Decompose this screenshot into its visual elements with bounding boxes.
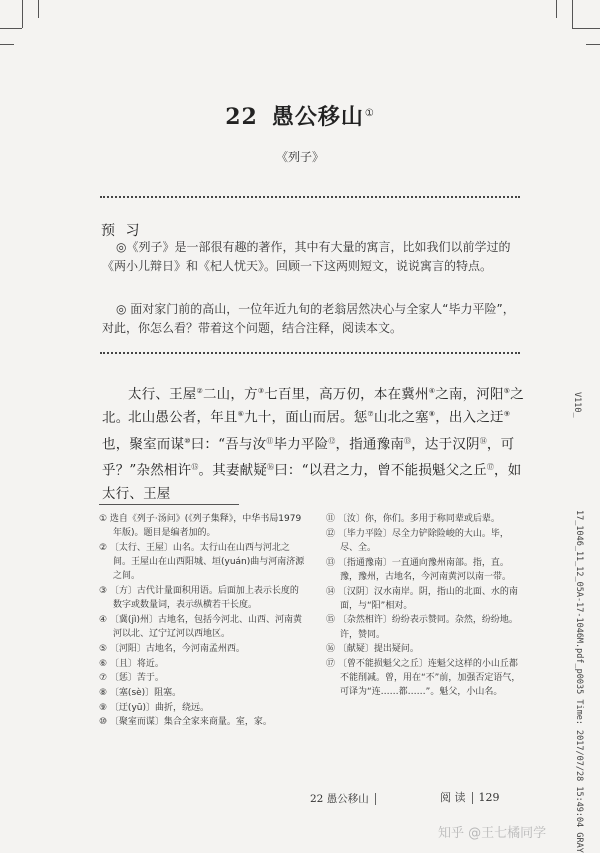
footnote-item: ⑭ 〔汉阴〕汉水南岸。阴，指山的北面、水的南面，与“阳”相对。 [326, 586, 518, 611]
text-span: 北山愚公者，年且 [128, 409, 238, 426]
title-footnote-mark: ① [364, 107, 375, 119]
text-span: 之南，河阳 [435, 386, 504, 403]
crop-mark-top-left-h [0, 28, 22, 29]
lesson-title [0, 100, 600, 131]
lesson-number: 22 [225, 104, 258, 130]
footnote-item: ⑧ 〔塞(sè)〕阻塞。 [99, 687, 182, 698]
text-span: 九十，面山而居。惩 [244, 409, 368, 426]
body-paragraph-2 [102, 403, 526, 506]
text-span: ，指通豫南 [335, 436, 405, 452]
footnote-mark: ⑮ [191, 463, 199, 471]
side-plate-code: V110_ [572, 392, 582, 418]
footnote-item: ⑫ 〔毕力平险〕尽全力铲除险峻的大山。毕，尽、全。 [326, 528, 509, 553]
footnote-mark: ⑫ [328, 436, 336, 445]
watermark: 知乎 @王七橘同学 [438, 826, 547, 841]
text-span: 也，聚室而谋 [102, 436, 185, 452]
footnote-item: ⑤ 〔河阳〕古地名，今河南孟州西。 [99, 643, 245, 654]
preview-heading: 预 习 [101, 223, 143, 239]
side-print-info: 17_1046_11_12_05A-17-1046M.pdf_p0035 Time: 2017/07/28 15:49:04 GRAY [574, 510, 584, 853]
footnote-mark: ⑯ [267, 463, 275, 471]
footer-section-label: 阅 读 [440, 791, 466, 804]
footnote-item: ⑬ 〔指通豫南〕一直通向豫州南部。指，直。豫，豫州，古地名，今河南黄河以南一带。 [326, 557, 512, 582]
footnote-item: ⑰ 〔曾不能损魁父之丘〕连魁父这样的小山丘都不能削减。曾，用在“不”前，加强否定语气，可译为“连……都……”。魁父，小山名。 [326, 659, 521, 698]
crop-mark-top-right-h2 [586, 44, 600, 45]
footnote-mark: ② [196, 387, 203, 395]
footnote-mark: ③ [257, 387, 265, 395]
footnote-item: ① 选自《列子·汤问》(《列子集释》，中华书局1979年版)。题目是编者加的。 [99, 514, 302, 539]
footer-separator [375, 793, 376, 805]
text-span: ，出入之迂 [435, 409, 504, 426]
crop-mark-top-right-h [572, 28, 600, 29]
footer-separator [472, 792, 473, 804]
footnote-mark: ⑤ [503, 387, 511, 395]
preview-paragraph-1: ◎《列子》是一部很有趣的著作，其中有大量的寓言，比如我们以前学过的《两小儿辩日》和《杞人忧天》。回顾一下这两则短文，说说寓言的特点。 [102, 240, 511, 273]
footnote-mark: ⑬ [404, 436, 412, 445]
footnote-item: ④ 〔冀(jì)州〕古地名，包括今河北、山西、河南黄河以北、辽宁辽河以西地区。 [99, 614, 302, 640]
footnote-mark: ⑧ [428, 410, 436, 418]
footer-lesson [310, 791, 382, 806]
text-span: 山北之塞 [373, 409, 429, 426]
text-span: 七百里，高万仞，本在冀州 [264, 386, 429, 403]
footnote-mark: ⑥ [237, 410, 245, 418]
text-span: 之北。 [102, 386, 524, 426]
text-span: 曰：“以君之力，曾不能损魁父之丘 [274, 462, 487, 479]
footnote-item: ⑮ 〔杂然相许〕纷纷表示赞同。杂然，纷纷地。许，赞同。 [326, 615, 518, 640]
preview-paragraph-2: ◎ 面对家门前的高山，一位年近九旬的老翁居然决心与全家人“毕力平险”，对此，你怎么看？带着这个问题，结合注释，阅读本文。 [102, 302, 515, 335]
text-span: 。其妻献疑 [198, 462, 268, 479]
footnotes-left-column [99, 512, 305, 730]
text-span: 曰：“吾与汝 [190, 436, 267, 452]
text-span: 毕力平险 [273, 436, 329, 452]
text-span: ，可乎？”杂然相许 [102, 436, 515, 479]
footer-lesson-title: 愚公移山 [326, 793, 369, 805]
footnote-item: ③ 〔方〕古代计量面积用语。后面加上表示长度的数字或数量词，表示纵横若干长度。 [99, 586, 299, 611]
footnote-mark: ⑦ [367, 410, 374, 418]
footnote-item: ⑨ 〔迂(yū)〕曲折，绕远。 [99, 702, 209, 713]
footnote-item: ⑯ 〔献疑〕提出疑问。 [326, 644, 419, 655]
source-book: 《列子》 [275, 150, 324, 164]
crop-mark-top-left-h2 [0, 44, 14, 45]
crop-mark-top-right-v [572, 0, 573, 28]
footnote-item: ⑦ 〔惩〕苦于。 [99, 673, 164, 684]
text-span: ，如太行、王屋 [102, 462, 522, 502]
footnotes-right-column [326, 512, 522, 700]
crop-mark-top-left-v2 [38, 0, 39, 18]
footer-lesson-number: 22 [310, 793, 324, 805]
lesson-title-text: 愚公移山 [271, 104, 364, 130]
footer-section [440, 789, 500, 805]
text-span: 二山，方 [202, 386, 258, 403]
footnote-item: ② 〔太行、王屋〕山名。太行山在山西与河北之间。王屋山在山西阳城、垣(yuán)曲与河南济源之间。 [99, 542, 305, 582]
footnote-separator [99, 504, 239, 505]
footnote-mark: ⑩ [184, 436, 191, 445]
dotted-divider-bottom [100, 352, 520, 354]
crop-mark-top-left-v [22, 0, 23, 28]
footnote-item: ⑩ 〔聚室而谋〕集合全家来商量。室，家。 [99, 717, 272, 728]
page-number: 129 [478, 791, 500, 804]
footnote-mark: ⑰ [486, 463, 495, 471]
footnote-mark: ⑪ [266, 436, 274, 445]
text-span: 太行、王屋 [128, 386, 197, 403]
footnote-mark: ⑨ [503, 410, 511, 418]
footnote-item: ⑥ 〔且〕将近。 [99, 658, 164, 669]
dotted-divider-top [100, 196, 520, 198]
footnote-item: ⑪ 〔汝〕你，你们。多用于称同辈或后辈。 [326, 514, 500, 524]
crop-mark-top-right-v2 [556, 0, 557, 18]
text-span: ，达于汉阴 [411, 436, 480, 452]
footnote-mark: ⑭ [479, 436, 487, 445]
footnote-mark: ④ [428, 387, 436, 395]
